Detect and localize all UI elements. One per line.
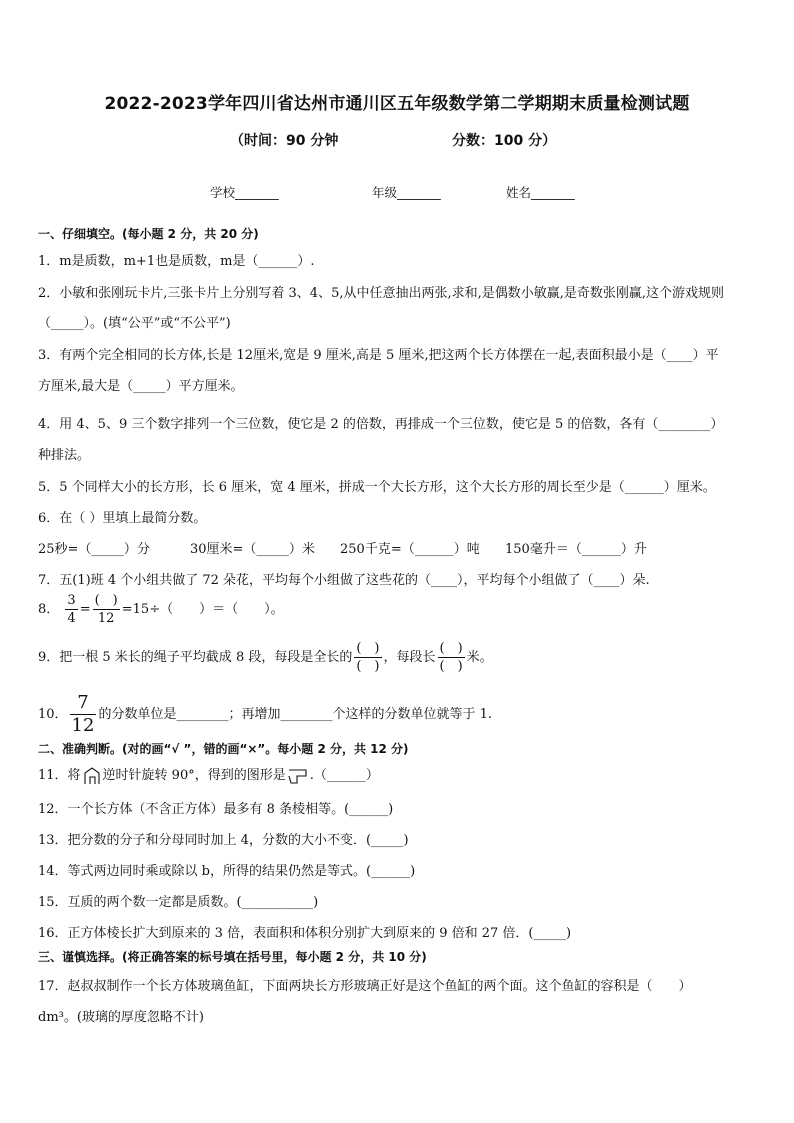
question-12: 12．一个长方体（不含正方体）最多有 8 条棱相等。(______) bbox=[38, 802, 394, 817]
question-3-line-2: 方厘米,最大是（_____）平方厘米。 bbox=[38, 379, 244, 394]
question-4-line-1: 4．用 4、5、9 三个数字排列一个三位数，使它是 2 的倍数，再排成一个三位数，使它是 5 的倍数，各有（________） bbox=[38, 417, 724, 432]
question-11 bbox=[38, 764, 379, 785]
question-11-label: 11．将 bbox=[38, 768, 81, 783]
fraction-numerator: ( ) bbox=[439, 641, 463, 656]
question-1: 1．m是质数，m+1也是质数，m是（______）. bbox=[38, 254, 315, 269]
section-1-heading: 一、仔细填空。(每小题 2 分，共 20 分) bbox=[38, 227, 259, 241]
question-6: 6．在（ ）里填上最简分数。 bbox=[38, 511, 207, 526]
fraction-numerator: ( ) bbox=[94, 593, 118, 608]
section-2-heading: 二、准确判断。(对的画“√ ”，错的画“×”。每小题 2 分，共 12 分) bbox=[38, 742, 409, 756]
fraction-7-12 bbox=[70, 694, 97, 735]
question-16: 16．正方体棱长扩大到原来的 3 倍，表面积和体积分别扩大到原来的 9 倍和 27 倍．(_____) bbox=[38, 926, 572, 941]
question-6-item-a: 25秒=（_____）分 bbox=[38, 542, 150, 557]
school-field: 学校_______ bbox=[210, 185, 279, 200]
fraction-numerator: ( ) bbox=[356, 641, 380, 656]
name-field: 姓名_______ bbox=[506, 185, 575, 200]
question-11-suffix: .（______） bbox=[309, 768, 379, 783]
question-10-label: 10． bbox=[38, 707, 68, 722]
fraction-numerator: 7 bbox=[77, 692, 89, 713]
l-shape-original-icon bbox=[83, 767, 101, 785]
question-8-label: 8． bbox=[38, 602, 60, 617]
question-6-item-b: 30厘米=（_____）米 bbox=[190, 542, 315, 557]
fraction-denominator: 12 bbox=[71, 715, 95, 736]
question-10 bbox=[38, 694, 492, 735]
fraction-blank bbox=[438, 642, 465, 673]
l-shape-rotated-icon bbox=[288, 768, 308, 784]
question-2-line-2: （_____）。(填“公平”或“不公平”) bbox=[38, 316, 231, 331]
question-9-suffix: 米。 bbox=[466, 650, 493, 665]
question-9-text: 9．把一根 5 米长的绳子平均截成 8 段，每段是全长的 bbox=[38, 650, 353, 665]
fraction-3-4 bbox=[65, 594, 77, 625]
question-3-line-1: 3．有两个完全相同的长方体,长是 12厘米,宽是 9 厘米,高是 5 厘米,把这两个长方体摆在一起,表面积最小是（____）平 bbox=[38, 348, 719, 363]
fraction-blank bbox=[354, 642, 381, 673]
question-17-line-2: dm³。(玻璃的厚度忽略不计) bbox=[38, 1010, 205, 1025]
fraction-denominator: 12 bbox=[93, 609, 120, 625]
fraction-denominator: ( ) bbox=[439, 659, 463, 674]
section-3-heading: 三、谨慎选择。(将正确答案的标号填在括号里，每小题 2 分，共 10 分) bbox=[38, 950, 427, 964]
exam-score: 分数：100 分） bbox=[452, 133, 557, 149]
question-5: 5．5 个同样大小的长方形，长 6 厘米，宽 4 厘米，拼成一个大长方形，这个大长方形的周长至少是（______）厘米。 bbox=[38, 480, 716, 495]
question-15: 15．互质的两个数一定都是质数。(___________) bbox=[38, 895, 319, 910]
question-8 bbox=[38, 594, 284, 625]
question-10-rest: 的分数单位是________；再增加________个这样的分数单位就等于 1. bbox=[98, 707, 492, 722]
page-title: 2022-2023学年四川省达州市通川区五年级数学第二学期期末质量检测试题 bbox=[104, 94, 690, 114]
fraction-blank-12 bbox=[93, 594, 120, 625]
question-17-line-1: 17．赵叔叔制作一个长方体玻璃鱼缸，下面两块长方形玻璃正好是这个鱼缸的两个面。这个鱼缸的容积是（ ） bbox=[38, 979, 692, 994]
exam-time: （时间：90 分钟 bbox=[230, 133, 339, 149]
question-9-mid: ，每段长 bbox=[383, 650, 436, 665]
grade-field: 年级_______ bbox=[372, 185, 441, 200]
question-6-item-d: 150毫升＝（______）升 bbox=[505, 542, 647, 557]
question-6-item-c: 250千克=（______）吨 bbox=[340, 542, 480, 557]
fraction-denominator: ( ) bbox=[356, 659, 380, 674]
question-2-line-1: 2．小敏和张刚玩卡片,三张卡片上分别写着 3、4、5,从中任意抽出两张,求和,是偶数小敏赢,是奇数张刚赢,这个游戏规则 bbox=[38, 286, 725, 301]
question-7: 7．五(1)班 4 个小组共做了 72 朵花，平均每个小组做了这些花的（____），平均每个小组做了（____）朵. bbox=[38, 573, 650, 588]
question-8-rest: =15÷（ ）＝（ ）。 bbox=[121, 602, 284, 617]
fraction-numerator: 3 bbox=[67, 593, 76, 608]
question-11-mid: 逆时针旋转 90°，得到的图形是 bbox=[102, 768, 286, 783]
equals-sign: = bbox=[79, 602, 91, 617]
question-9 bbox=[38, 642, 493, 673]
question-14: 14．等式两边同时乘或除以 b，所得的结果仍然是等式。(______) bbox=[38, 864, 416, 879]
question-4-line-2: 种排法。 bbox=[38, 448, 91, 463]
question-13: 13．把分数的分子和分母同时加上 4，分数的大小不变．(_____) bbox=[38, 833, 409, 848]
fraction-denominator: 4 bbox=[67, 611, 76, 626]
